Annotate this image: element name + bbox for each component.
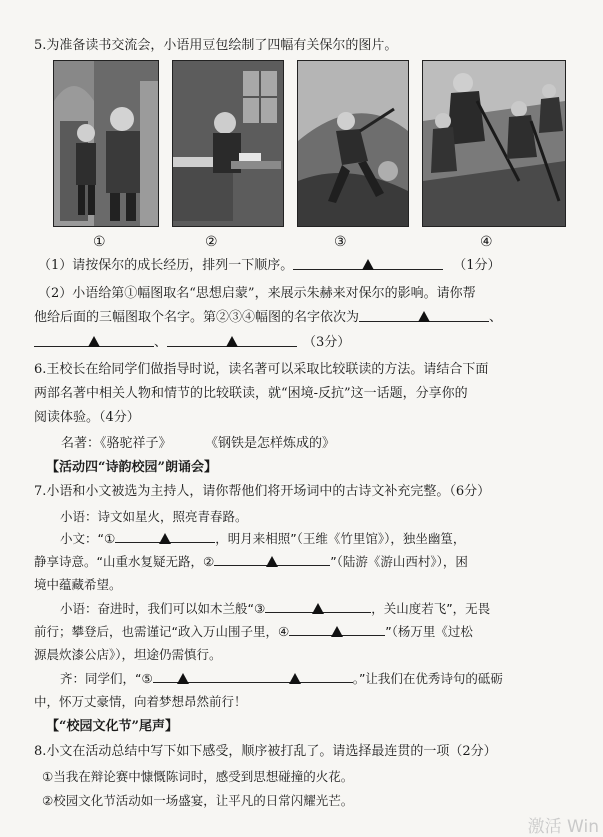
picture-2-illustration [173,61,283,226]
picture-4-illustration [423,61,565,226]
q7-p3-text: 静享诗意。“山重水复疑无路，② [34,554,215,569]
triangle-icon [226,336,238,347]
q5-sub2-line3 [34,334,350,352]
answer-blank-2[interactable] [214,553,330,566]
q6-line3: 阅读体验。（4分） [34,410,140,425]
triangle-icon [289,673,301,684]
q5-intro: 5.为准备读书交流会，小语用豆包绘制了四幅有关保尔的图片。 [34,38,398,53]
triangle-icon [362,259,374,270]
q5-sub2-line2-text: 他给后面的三幅图取个名字。第②③④幅图的名字依次为 [34,310,360,325]
q8-option-1: ①当我在辩论赛中慷慨陈词时，感受到思想碰撞的火花。 [42,769,354,784]
q5-sub2-sep2: 、 [154,335,168,350]
q7-p2b: ，明月来相照”（王维《竹里馆》），独坐幽篁， [215,531,466,546]
q7-p5b: ，关山度若飞”，无畏 [371,601,491,616]
activity-4-heading: 【活动四“诗韵校园”朗诵会】 [46,460,217,475]
q7-p2 [60,530,465,548]
answer-blank-picture-2[interactable] [359,309,489,322]
triangle-icon [159,533,171,544]
picture-1 [53,60,159,227]
q7-p1: 小语：诗文如星火，照亮青春路。 [60,509,248,524]
q5-sub2-sep1: 、 [489,310,503,325]
q5-sub2-score: （3分） [303,335,351,350]
picture-1-illustration [54,61,158,226]
q7-p7: 源晨炊漆公店》），坦途仍需慎行。 [34,647,222,662]
answer-blank-3[interactable] [265,600,371,613]
triangle-icon [266,556,278,567]
triangle-icon [418,311,430,322]
picture-4 [422,60,566,227]
picture-4-label: ④ [480,234,493,250]
q7-p9: 中，怀万丈豪情，向着梦想昂然前行！ [34,694,247,709]
answer-blank-order[interactable] [293,257,443,270]
q7-p6a: 前行；攀登后，也需谨记“政入万山围子里，④ [34,624,290,639]
q5-sub1-text: （1）请按保尔的成长经历，排列一下顺序。 [38,258,294,273]
answer-blank-5[interactable] [153,670,353,683]
books-label: 名著： [61,436,101,451]
triangle-icon [331,626,343,637]
q7-p3 [34,553,468,571]
triangle-icon [177,673,189,684]
q7-p5 [60,600,490,618]
q8-option-2: ②校园文化节活动如一场盛宴，让平凡的日常闪耀光芒。 [42,793,354,808]
picture-3-label: ③ [334,234,347,250]
q5-sub2-line1: （2）小语给第①幅图取名“思想启蒙”，来展示朱赫来对保尔的影响。请你帮 [38,286,476,301]
q7-p3b: ”（陆游《游山西村》），困 [330,554,468,569]
picture-2 [172,60,284,227]
q7-p8a: 齐：同学们，“⑤ [60,671,153,686]
q7-p8b: 。”让我们在优秀诗句的砥砺 [352,671,503,686]
q7-p4: 境中蕴藏希望。 [34,577,122,592]
q7-p6b: ”（杨万里《过松 [385,624,473,639]
picture-3-illustration [298,61,408,226]
q6-line1: 6.王校长在给同学们做指导时说，读名著可以采取比较联读的方法。请结合下面 [34,362,489,377]
q6-line2: 两部名著中相关人物和情节的比较联读，就“困境-反抗”这一话题，分享你的 [34,386,468,401]
picture-2-label: ② [205,234,218,250]
picture-1-label: ① [93,234,106,250]
answer-blank-picture-3[interactable] [34,334,154,347]
q7-p6 [34,623,473,641]
answer-blank-picture-4[interactable] [167,334,297,347]
picture-3 [297,60,409,227]
triangle-icon [88,336,100,347]
q7-p5a: 小语：奋进时，我们可以如木兰般“③ [60,601,266,616]
q7-p8 [60,670,503,688]
q5-sub1-score: （1分） [453,258,501,273]
answer-blank-1[interactable] [115,530,215,543]
triangle-icon [312,603,324,614]
q7-p2a: 小文：“① [60,531,116,546]
q5-sub1 [38,257,501,275]
book-2: 《钢铁是怎样炼成的》 [211,436,336,451]
activation-watermark: 激活 Win [527,817,599,837]
answer-blank-4[interactable] [289,623,385,636]
culture-festival-end-heading: 【“校园文化节”尾声】 [46,719,178,734]
q8-line1: 8.小文在活动总结中写下如下感受，顺序被打乱了。请选择最连贯的一项（2分） [34,744,497,759]
q6-books [61,435,335,453]
q7-line1: 7.小语和小文被选为主持人，请你帮他们将开场词中的古诗文补充完整。（6分） [34,484,491,499]
q5-sub2-line2 [34,309,502,327]
book-1: 《骆驼祥子》 [100,436,172,451]
